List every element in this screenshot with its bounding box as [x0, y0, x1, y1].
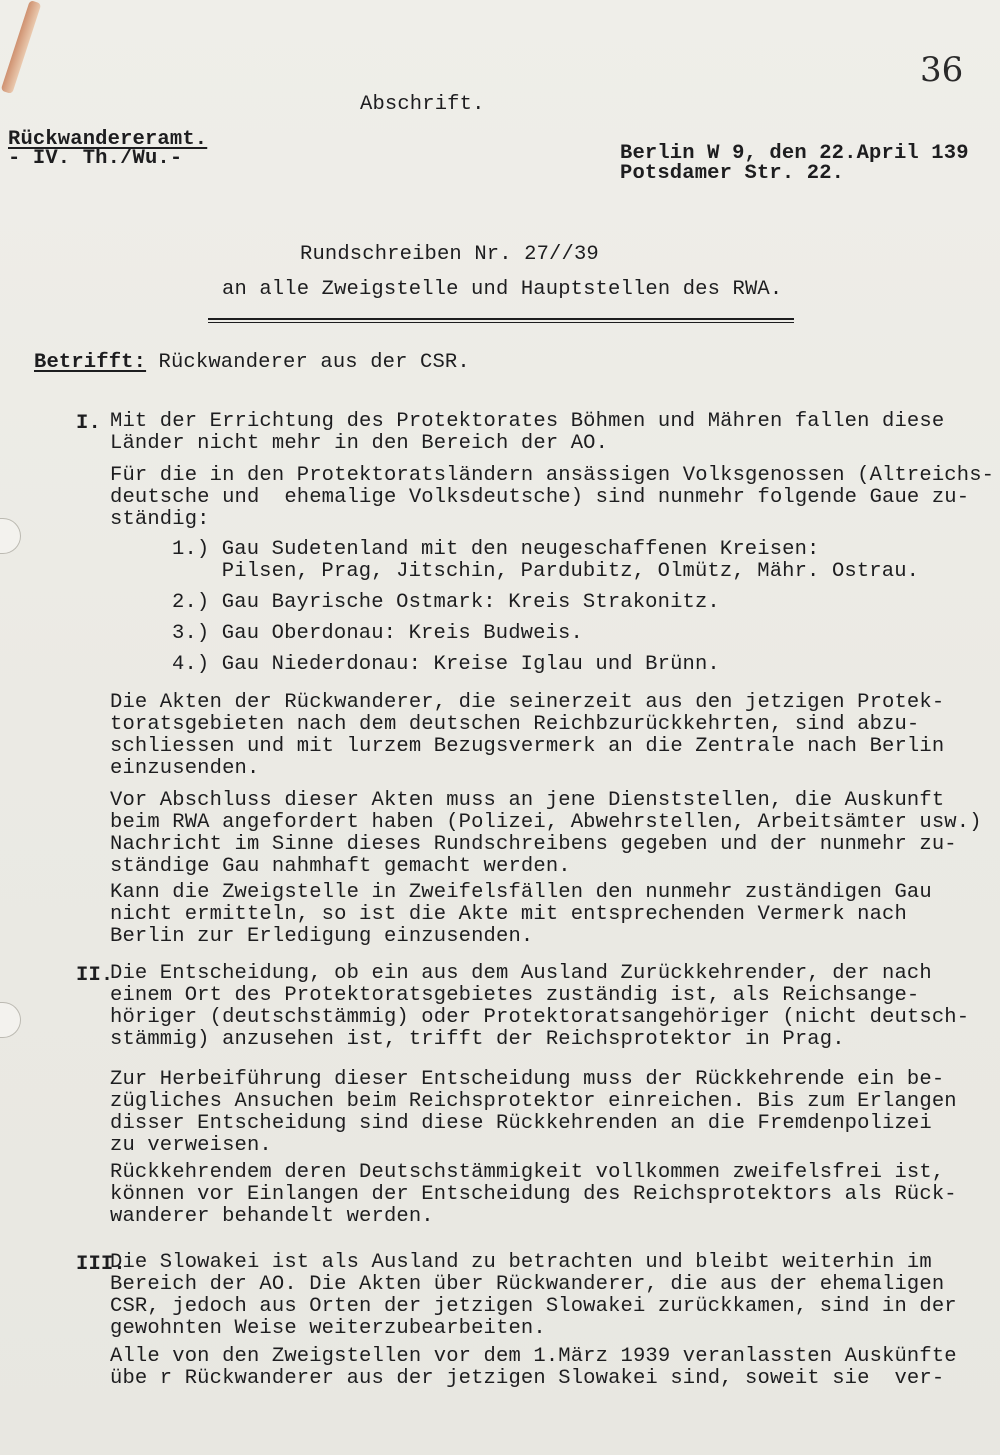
section-1-para-c-2: nicht ermitteln, so ist die Akte mit entsprechenden Vermerk nach — [110, 903, 907, 926]
gau-list-item-4: 4.) Gau Niederdonau: Kreise Iglau und Brünn. — [172, 653, 720, 676]
place-date: Berlin W 9, den 22.April 139 — [620, 142, 969, 165]
divider-line-thin — [208, 322, 794, 323]
section-1-para-b-2: beim RWA angefordert haben (Polizei, Abwehrstellen, Arbeitsämter usw.) — [110, 811, 982, 834]
gau-list-item-2: 2.) Gau Bayrische Ostmark: Kreis Strakonitz. — [172, 591, 720, 614]
divider-line — [208, 318, 794, 320]
subject-text: Rückwanderer aus der CSR. — [146, 351, 470, 374]
section-2-para-c-1: Rückkehrendem deren Deutschstämmigkeit vollkommen zweifelsfrei ist, — [110, 1161, 945, 1184]
section-2-para-a-4: stämmig) anzusehen ist, trifft der Reichsprotektor in Prag. — [110, 1028, 845, 1051]
punch-hole-top — [0, 518, 21, 554]
section-2-para-b-4: zu verweisen. — [110, 1134, 272, 1157]
section-3-para-a-1: Die Slowakei ist als Ausland zu betrachten und bleibt weiterhin im — [110, 1251, 932, 1274]
section-2-para-b-3: disser Entscheidung sind diese Rückkehrenden an die Fremdenpolizei — [110, 1112, 932, 1135]
section-3-para-b-2: übe r Rückwanderer aus der jetzigen Slowakei sind, soweit sie ver- — [110, 1367, 945, 1390]
section-2-para-a-3: höriger (deutschstämmig) oder Protektoratsangehöriger (nicht deutsch- — [110, 1006, 970, 1029]
section-1-line-1: Mit der Errichtung des Protektorates Böhmen und Mähren fallen diese — [110, 410, 945, 433]
gau-list-item-3: 3.) Gau Oberdonau: Kreis Budweis. — [172, 622, 583, 645]
tape-mark — [1, 0, 42, 94]
section-2-para-b-1: Zur Herbeiführung dieser Entscheidung muss der Rückkehrende ein be- — [110, 1068, 945, 1091]
punch-hole-bottom — [0, 1002, 21, 1038]
section-1-para-a-4: einzusenden. — [110, 757, 260, 780]
section-3-para-b-1: Alle von den Zweigstellen vor dem 1.März 1939 veranlassten Auskünfte — [110, 1345, 957, 1368]
gau-list-item-1: 1.) Gau Sudetenland mit den neugeschaffenen Kreisen: — [172, 538, 820, 561]
section-1-para-b-3: Nachricht im Sinne dieses Rundschreibens gegeben und der nunmehr zu- — [110, 833, 957, 856]
section-1-line-3: Für die in den Protektoratsländern ansässigen Volksgenossen (Altreichs- — [110, 464, 995, 487]
circular-recipients: an alle Zweigstelle und Hauptstellen des RWA. — [222, 278, 783, 301]
office-name: Rückwandereramt. — [8, 128, 208, 151]
section-1-numeral: I. — [76, 412, 101, 435]
section-2-para-c-2: können vor Einlangen der Entscheidung des Reichsprotektors als Rück- — [110, 1183, 957, 1206]
section-2-para-a-1: Die Entscheidung, ob ein aus dem Ausland Zurückkehrender, der nach — [110, 962, 932, 985]
section-1-para-a-1: Die Akten der Rückwanderer, die seinerzeit aus den jetzigen Protek- — [110, 691, 945, 714]
section-3-para-a-4: gewohnten Weise weiterzubearbeiten. — [110, 1317, 546, 1340]
section-1-para-c-1: Kann die Zweigstelle in Zweifelsfällen den nunmehr zuständigen Gau — [110, 881, 932, 904]
circular-number: Rundschreiben Nr. 27//39 — [300, 243, 599, 266]
section-2-para-a-2: einem Ort des Protektoratsgebietes zuständig ist, als Reichsange- — [110, 984, 920, 1007]
section-2-para-c-3: wanderer behandelt werden. — [110, 1205, 434, 1228]
section-1-para-b-4: ständige Gau nahmhaft gemacht werden. — [110, 855, 571, 878]
section-1-para-a-2: toratsgebieten nach dem deutschen Reichbzurückkehrten, sind abzu- — [110, 713, 920, 736]
section-1-para-b-1: Vor Abschluss dieser Akten muss an jene Dienststellen, die Auskunft — [110, 789, 945, 812]
section-3-numeral: III. — [76, 1253, 126, 1276]
section-2-numeral: II. — [76, 964, 114, 987]
section-1-para-a-3: schliessen und mit lurzem Bezugsvermerk an die Zentrale nach Berlin — [110, 735, 945, 758]
section-1-para-c-3: Berlin zur Erledigung einzusenden. — [110, 925, 534, 948]
section-2-para-b-2: zügliches Ansuchen beim Reichsprotektor einreichen. Bis zum Erlangen — [110, 1090, 957, 1113]
section-3-para-a-3: CSR, jedoch aus Orten der jetzigen Slowakei zurückkamen, sind in der — [110, 1295, 957, 1318]
section-3-para-a-2: Bereich der AO. Die Akten über Rückwanderer, die aus der ehemaligen — [110, 1273, 945, 1296]
gau-list-item-1-cont: Pilsen, Prag, Jitschin, Pardubitz, Olmütz, Mähr. Ostrau. — [172, 560, 920, 583]
subject-label: Betrifft: — [34, 351, 147, 374]
office-reference: - IV. Th./Wu.- — [8, 147, 183, 170]
section-1-line-2: Länder nicht mehr in den Bereich der AO. — [110, 432, 609, 455]
address: Potsdamer Str. 22. — [620, 162, 845, 185]
subject-line — [34, 352, 470, 373]
page-number: 36 — [920, 50, 964, 90]
section-1-line-5: ständig: — [110, 508, 210, 531]
section-1-line-4: deutsche und ehemalige Volksdeutsche) sind nunmehr folgende Gaue zu- — [110, 486, 970, 509]
document-title: Abschrift. — [360, 93, 485, 116]
